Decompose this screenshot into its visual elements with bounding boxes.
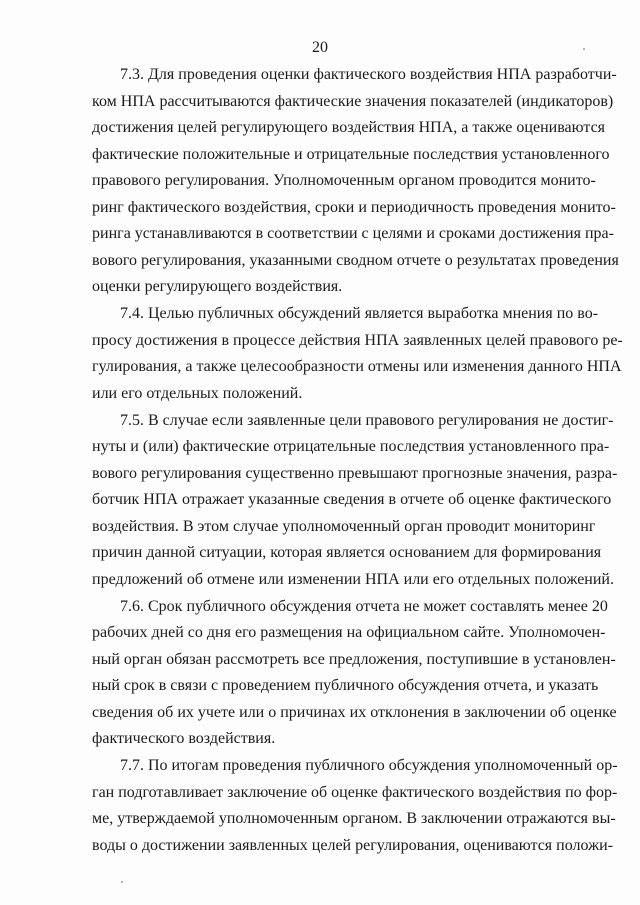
text-line: ринга устанавливаются в соответствии с целями и сроками достижения пра- xyxy=(92,225,614,242)
scan-speck xyxy=(583,48,585,50)
text-line: сведения об их учете или о причинах их отклонения в заключении об оценке xyxy=(92,703,617,721)
scan-speck xyxy=(121,881,123,883)
page-number: 20 xyxy=(312,39,328,56)
text-line: оценки регулирующего воздействия. xyxy=(92,278,343,295)
text-line: ный срок в связи с проведением публичного обсуждения отчета, и указать xyxy=(92,677,599,694)
text-line: просу достижения в процессе действия НПА заявленных целей правового ре- xyxy=(92,331,623,349)
paragraph-7-3 xyxy=(92,62,619,301)
text-line: ком НПА рассчитываются фактические значения показателей (индикаторов) xyxy=(92,92,614,110)
text-line: ган подготавливает заключение об оценке фактического воздействия по фор- xyxy=(92,783,618,801)
text-line: причин данной ситуации, которая является основанием для формирования xyxy=(92,544,602,561)
text-line: 7.4. Целью публичных обсуждений является выработка мнения по во- xyxy=(120,305,599,322)
text-line: фактические положительные и отрицательные последствия установленного xyxy=(92,145,610,163)
paragraph-7-4 xyxy=(92,301,623,407)
text-line: 7.7. По итогам проведения публичного обсуждения уполномоченный ор- xyxy=(120,757,618,774)
text-line: 7.5. В случае если заявленные цели правового регулирования не достиг- xyxy=(120,411,614,429)
text-line: нуты и (или) фактические отрицательные последствия установленного пра- xyxy=(92,438,610,455)
document-body xyxy=(92,62,623,859)
text-line: ботчик НПА отражает указанные сведения в отчете об оценке фактического xyxy=(92,491,612,508)
paragraph-7-7 xyxy=(92,753,618,859)
text-line: фактического воздействия. xyxy=(92,730,276,747)
text-line: воздействия. В этом случае уполномоченный орган проводит мониторинг xyxy=(92,517,596,535)
text-line: предложений об отмене или изменении НПА или его отдельных положений. xyxy=(92,570,614,588)
paragraph-7-6 xyxy=(92,594,617,753)
paragraph-7-5 xyxy=(92,408,618,594)
text-line: гулирования, а также целесообразности отмены или изменения данного НПА xyxy=(92,358,622,375)
text-line: или его отдельных положений. xyxy=(92,384,303,402)
text-line: ринг фактического воздействия, сроки и периодичность проведения монито- xyxy=(92,198,616,216)
text-line: ме, утверждаемой уполномоченным органом. В заключении отражаются вы- xyxy=(92,810,616,827)
text-line: воды о достижении заявленных целей регулирования, оцениваются положи- xyxy=(92,836,614,854)
text-line: 7.3. Для проведения оценки фактического воздействия НПА разработчи- xyxy=(120,66,617,83)
text-line: правового регулирования. Уполномоченным органом проводится монито- xyxy=(92,172,596,189)
text-line: рабочих дней со дня его размещения на официальном сайте. Уполномочен- xyxy=(92,624,606,641)
text-line: ный орган обязан рассмотреть все предложения, поступившие в установлен- xyxy=(92,650,616,668)
text-line: 7.6. Срок публичного обсуждения отчета не может составлять менее 20 xyxy=(120,597,608,615)
text-line: вового регулирования, указанными сводном отчете о результатах проведения xyxy=(92,251,619,269)
text-line: достижения целей регулирующего воздействия НПА, а также оцениваются xyxy=(92,119,606,136)
text-line: вового регулирования существенно превышают прогнозные значения, разра- xyxy=(92,464,618,482)
